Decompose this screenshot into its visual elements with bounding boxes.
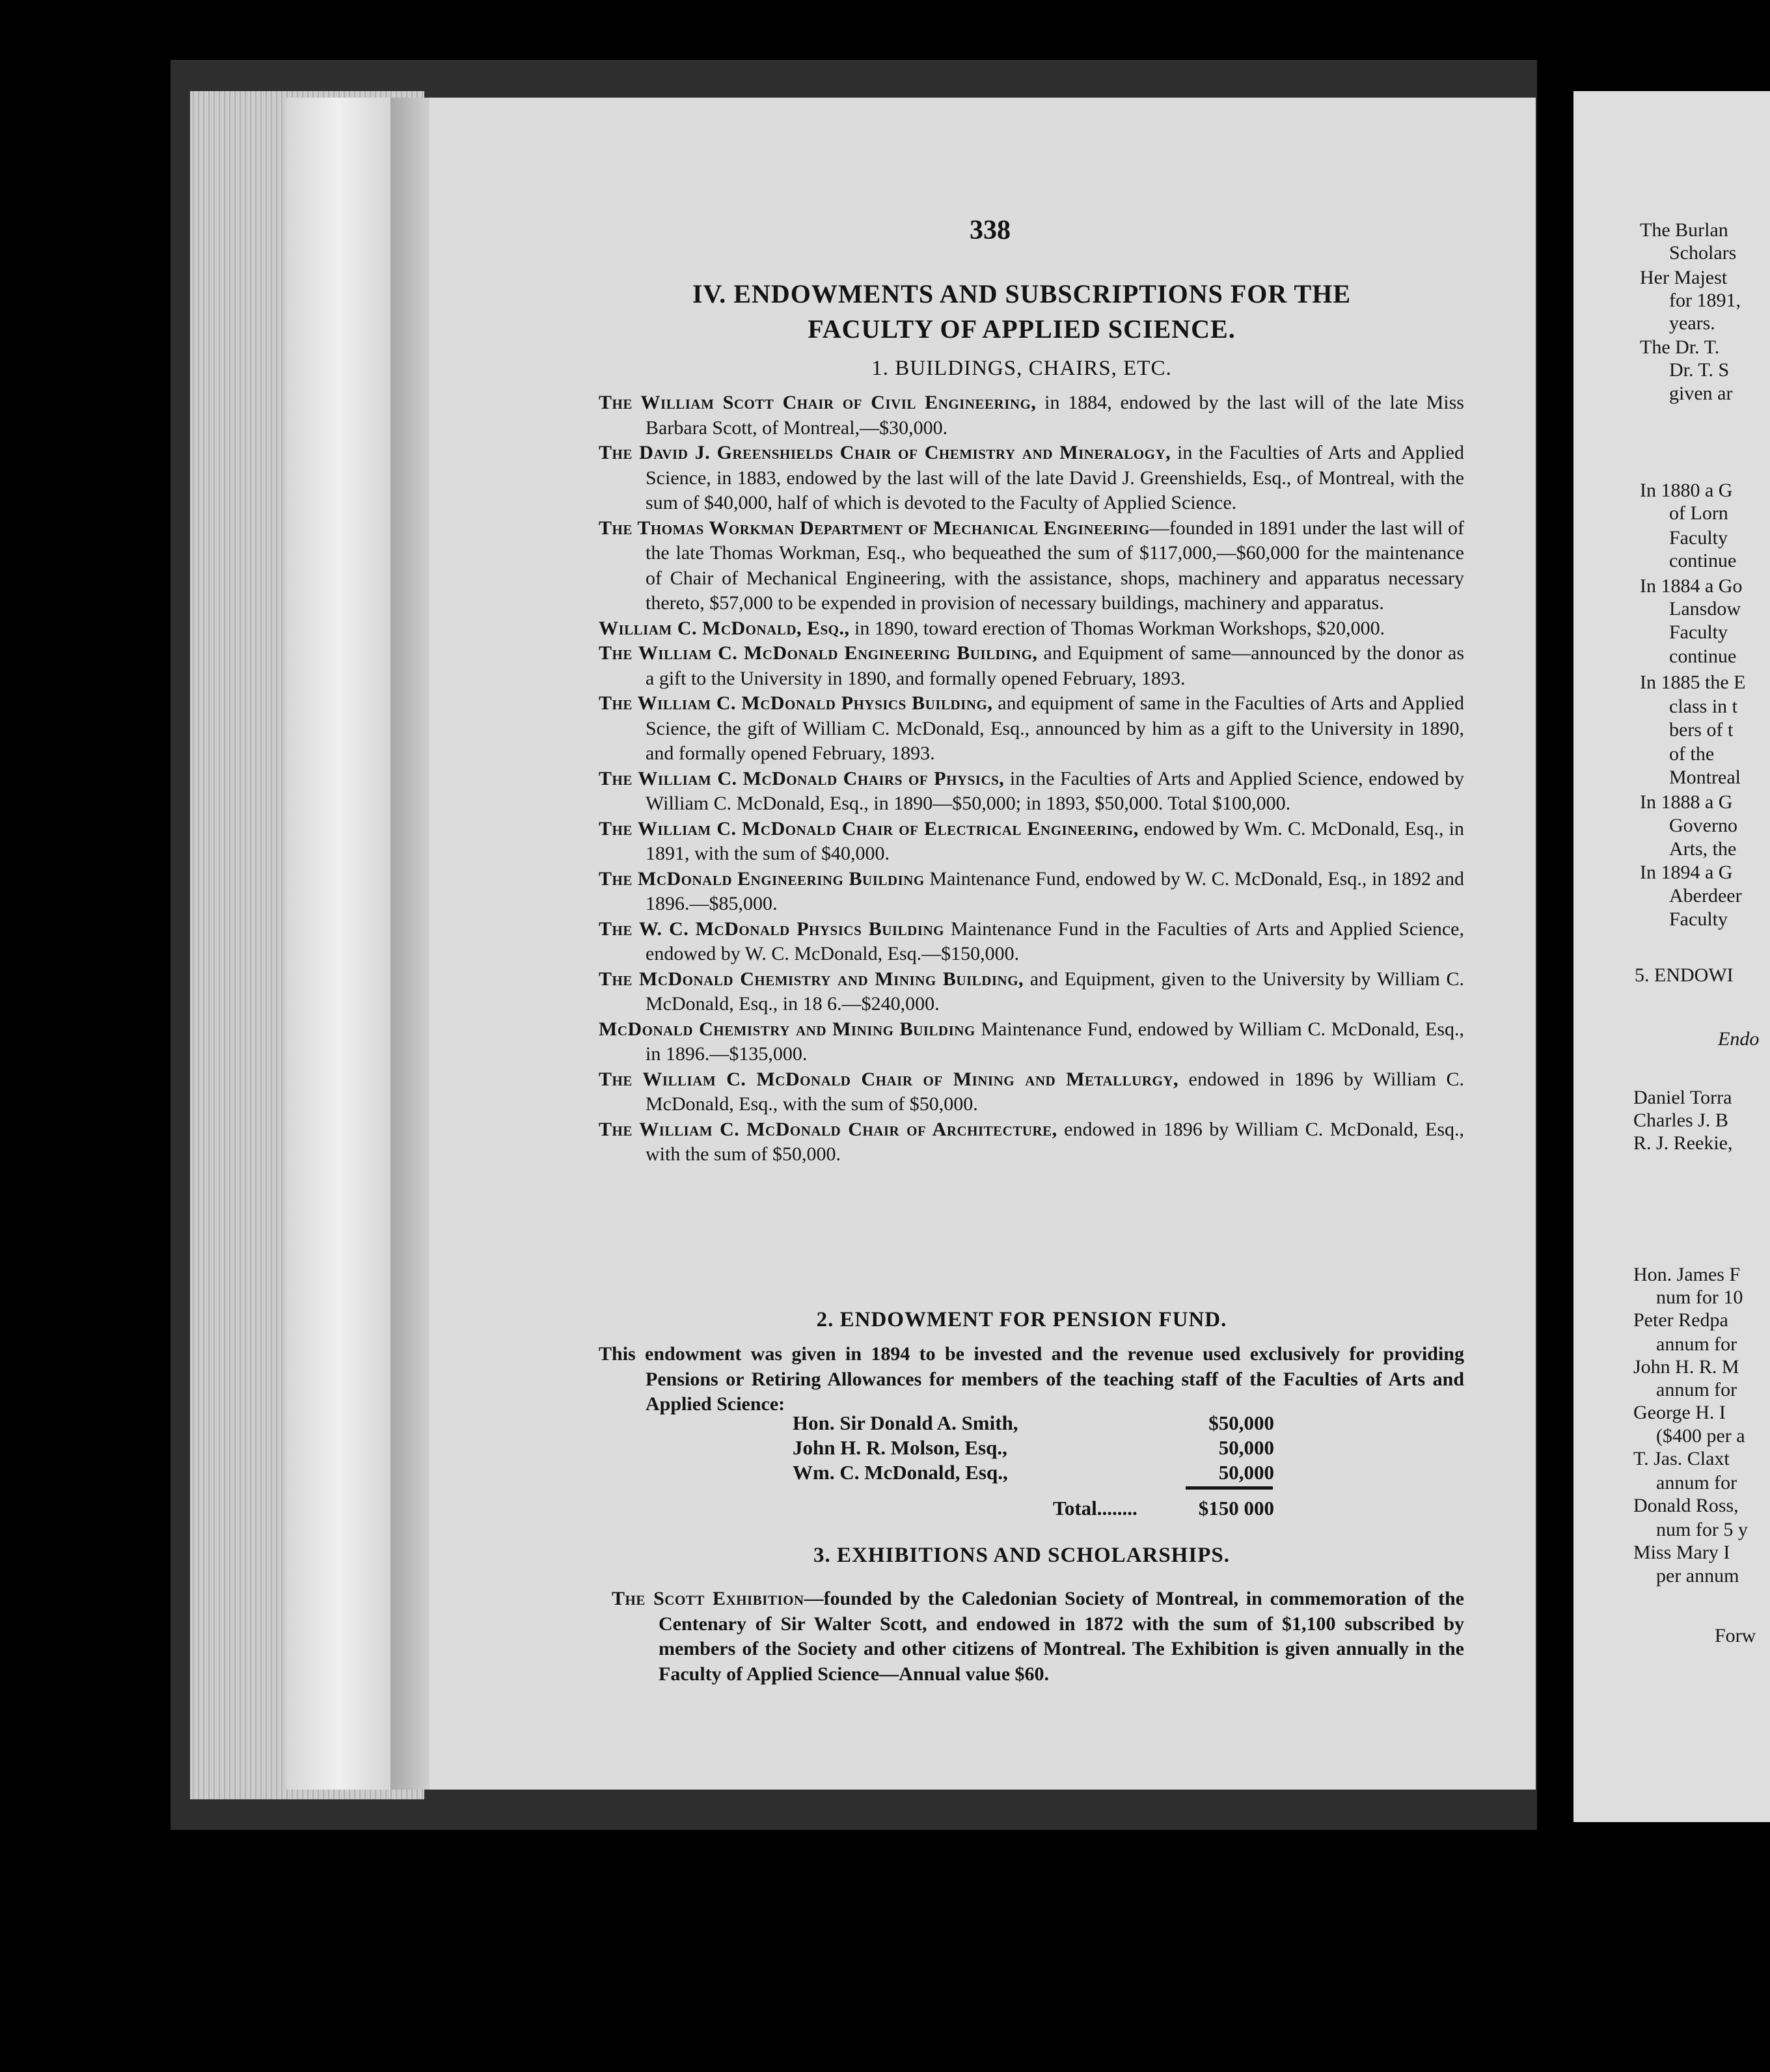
right-page-line: Montreal: [1669, 767, 1741, 788]
endowment-entry: [599, 1017, 1464, 1067]
donor-amount: 50,000: [1218, 1461, 1274, 1484]
entry-text: and equipment of same in the Faculties of Arts and Applied Science, the gift of William C. McDonald, Esq., announced by him as a gift to the University in 1890, and formally opened February, 1893.: [646, 692, 1464, 764]
right-page-line: of the: [1669, 743, 1715, 765]
donor-name: John H. R. Molson, Esq.,: [793, 1436, 1007, 1459]
right-page-line: bers of t: [1669, 719, 1734, 741]
entry-text: Maintenance Fund, endowed by W. C. McDonald, Esq., in 1892 and 1896.—$85,000.: [646, 867, 1465, 914]
right-page-line: annum for: [1656, 1472, 1737, 1493]
endowment-entry: [599, 817, 1464, 867]
entry-lead: The Scott Exhibition: [612, 1588, 804, 1609]
entry-text: endowed by Wm. C. McDonald, Esq., in 1891, with the sum of $40,000.: [646, 817, 1464, 864]
pension-total: [1053, 1497, 1274, 1520]
right-page-line: Faculty: [1669, 908, 1728, 930]
right-page-line: years.: [1669, 312, 1715, 334]
entry-text: endowed in 1896 by William C. McDonald, Esq., with the sum of $50,000.: [646, 1118, 1464, 1165]
right-page-line: The Burlan: [1640, 219, 1728, 241]
right-page-line: The Dr. T.: [1640, 336, 1720, 358]
right-page-line: John H. R. M: [1633, 1356, 1739, 1378]
entry-lead: The McDonald Engineering Building: [599, 867, 925, 890]
donor-amount: $50,000: [1208, 1411, 1274, 1434]
section-1-entries: [599, 390, 1464, 1167]
right-page-line: In 1884 a Go: [1640, 575, 1743, 597]
entry-lead: The William C. McDonald Chairs of Physics,: [599, 767, 1005, 789]
donor-name: Hon. Sir Donald A. Smith,: [793, 1411, 1018, 1434]
right-page-line: Scholars: [1669, 242, 1737, 264]
right-page-line: Faculty: [1669, 621, 1728, 643]
donor-amount: 50,000: [1218, 1436, 1274, 1459]
entry-text: —founded in 1891 under the last will of the late Thomas Workman, Esq., who bequeathed the sum of $117,000,—$60,000 for the maintenance of Chair of Mechanical Engineering, with the assistance, shops, machinery and apparatus necessary thereto, $57,000 to be expended in provision of necessary buildings, machinery and apparatus.: [646, 517, 1464, 614]
endowment-entry: [599, 1067, 1464, 1117]
right-page-line: Donald Ross,: [1633, 1495, 1739, 1516]
right-page-line: given ar: [1669, 383, 1733, 404]
title-line-2: FACULTY OF APPLIED SCIENCE.: [808, 314, 1236, 344]
entry-text: Maintenance Fund in the Faculties of Arts and Applied Science, endowed by W. C. McDonald, Esq.—$150,000.: [646, 918, 1464, 964]
pension-donor-table: [793, 1411, 1274, 1485]
right-page-line: annum for: [1656, 1333, 1737, 1355]
right-page-line: Charles J. B: [1633, 1110, 1728, 1131]
total-value: $150 000: [1198, 1497, 1274, 1520]
entry-text: and Equipment of same—announced by the donor as a gift to the University in 1890, and formally opened February, 1893.: [646, 642, 1464, 689]
entry-text: endowed in 1896 by William C. McDonald, Esq., with the sum of $50,000.: [646, 1068, 1464, 1115]
right-page-line: Peter Redpa: [1633, 1309, 1728, 1331]
entry-lead: The W. C. McDonald Physics Building: [599, 918, 944, 940]
right-page-line: Faculty: [1669, 527, 1728, 549]
right-page-line: per annum: [1656, 1565, 1739, 1587]
endowment-entry: [599, 867, 1464, 917]
entry-lead: The William C. McDonald Chair of Electrical Engineering,: [599, 817, 1139, 839]
endowment-entry: [599, 641, 1464, 691]
right-page-line: Arts, the: [1669, 838, 1737, 860]
entry-text: in the Faculties of Arts and Applied Science, endowed by William C. McDonald, Esq., in 1890—$50,000; in 1893, $50,000. Total $100,000.: [646, 767, 1465, 814]
entry-lead: McDonald Chemistry and Mining Building: [599, 1018, 975, 1040]
entry-text: in 1890, toward erection of Thomas Workman Workshops, $20,000.: [849, 617, 1385, 639]
entry-lead: The William C. McDonald Chair of Mining and Metallurgy,: [599, 1068, 1178, 1090]
pension-intro: [599, 1342, 1464, 1417]
right-page-line: continue: [1669, 646, 1737, 667]
endowment-entry: [599, 441, 1464, 516]
right-page-line: num for 10: [1656, 1287, 1743, 1308]
table-row: [793, 1436, 1274, 1460]
right-page-line: Hon. James F: [1633, 1264, 1741, 1285]
entry-lead: The David J. Greenshields Chair of Chemistry and Mineralogy,: [599, 442, 1171, 463]
endowment-entry: [599, 616, 1464, 642]
entry-text: in the Faculties of Arts and Applied Science, in 1883, endowed by the last will of the late David J. Greenshields, Esq., of Montreal, with the sum of $40,000, half of which is devoted to the Faculty of Applied Science.: [646, 442, 1464, 513]
right-page-line: Daniel Torra: [1633, 1087, 1732, 1108]
right-page-line: George H. I: [1633, 1402, 1726, 1423]
endowment-entry: [599, 691, 1464, 767]
endowment-entry: [599, 767, 1464, 817]
right-page-line: num for 5 y: [1656, 1519, 1748, 1540]
right-page-line: for 1891,: [1669, 290, 1741, 311]
entry-lead: The William C. McDonald Physics Building,: [599, 692, 993, 714]
right-page-line: Aberdeer: [1669, 885, 1742, 906]
table-row: [793, 1411, 1274, 1436]
page-title: [599, 277, 1445, 347]
endowment-entry: [599, 967, 1464, 1017]
entry-text: in 1884, endowed by the last will of the late Miss Barbara Scott, of Montreal,—$30,000.: [646, 392, 1464, 439]
entry-lead: William C. McDonald, Esq.,: [599, 617, 850, 639]
endowment-entry: [599, 1117, 1464, 1167]
section-1-heading: 1. BUILDINGS, CHAIRS, ETC.: [871, 357, 1172, 380]
entry-lead: The William C. McDonald Engineering Building,: [599, 642, 1038, 664]
right-page-line: T. Jas. Claxt: [1633, 1448, 1730, 1469]
right-page-line: Lansdow: [1669, 598, 1741, 620]
endowment-entry: [599, 516, 1464, 616]
title-line-1: IV. ENDOWMENTS AND SUBSCRIPTIONS FOR THE: [692, 279, 1352, 308]
total-rule: [1186, 1486, 1273, 1490]
right-page-line: Governo: [1669, 815, 1737, 836]
scott-exhibition-entry: [612, 1587, 1464, 1687]
right-page-line: Forw: [1715, 1625, 1756, 1646]
page-number: 338: [970, 215, 1011, 245]
entry-text: and Equipment, given to the University by William C. McDonald, Esq., in 18 6.—$240,000.: [646, 968, 1464, 1015]
right-page-line: ($400 per a: [1656, 1425, 1745, 1447]
entry-lead: The McDonald Chemistry and Mining Building,: [599, 968, 1024, 990]
entry-text: Maintenance Fund, endowed by William C. McDonald, Esq., in 1896.—$135,000.: [646, 1018, 1465, 1065]
entry-lead: The William C. McDonald Chair of Architecture,: [599, 1118, 1057, 1140]
section-3-heading: 3. EXHIBITIONS AND SCHOLARSHIPS.: [813, 1544, 1230, 1567]
right-page-line: of Lorn: [1669, 502, 1728, 524]
pension-intro-text: This endowment was given in 1894 to be invested and the revenue used exclusively for providing Pensions or Retiring Allowances for members of the teaching staff of the Faculties of Arts and Applied Science:: [599, 1343, 1464, 1415]
right-page-line: Her Majest: [1640, 267, 1728, 288]
section-2-heading: 2. ENDOWMENT FOR PENSION FUND.: [816, 1308, 1227, 1331]
total-label: Total........: [1053, 1497, 1137, 1520]
right-page-line: Endo: [1718, 1028, 1760, 1050]
table-row: [793, 1460, 1274, 1485]
right-page-line: In 1880 a G: [1640, 480, 1733, 501]
right-page-line: class in t: [1669, 696, 1737, 717]
endowment-entry: [599, 390, 1464, 441]
page-gutter: [390, 98, 429, 1790]
right-page-line: annum for: [1656, 1379, 1737, 1400]
right-page-line: Dr. T. S: [1669, 359, 1730, 381]
right-page-line: R. J. Reekie,: [1633, 1132, 1733, 1154]
entry-lead: The Thomas Workman Department of Mechanical Engineering: [599, 517, 1150, 539]
donor-name: Wm. C. McDonald, Esq.,: [793, 1461, 1008, 1484]
right-page-line: In 1894 a G: [1640, 862, 1733, 883]
entry-lead: The William Scott Chair of Civil Engineering,: [599, 392, 1037, 413]
endowment-entry: [599, 917, 1464, 967]
right-page-line: In 1885 the E: [1640, 672, 1746, 693]
right-page-line: 5. ENDOWI: [1635, 964, 1734, 986]
right-page-line: Miss Mary I: [1633, 1542, 1730, 1563]
entry-text: —founded by the Caledonian Society of Montreal, in commemoration of the Centenary of Sir Walter Scott, and endowed in 1872 with the sum of $1,100 subscribed by members of the Society and other citizens of Montreal. The Exhibition is given annually in the Faculty of Applied Science—Annual value $60.: [659, 1588, 1464, 1685]
right-page-line: In 1888 a G: [1640, 791, 1733, 813]
right-page-line: continue: [1669, 550, 1737, 571]
